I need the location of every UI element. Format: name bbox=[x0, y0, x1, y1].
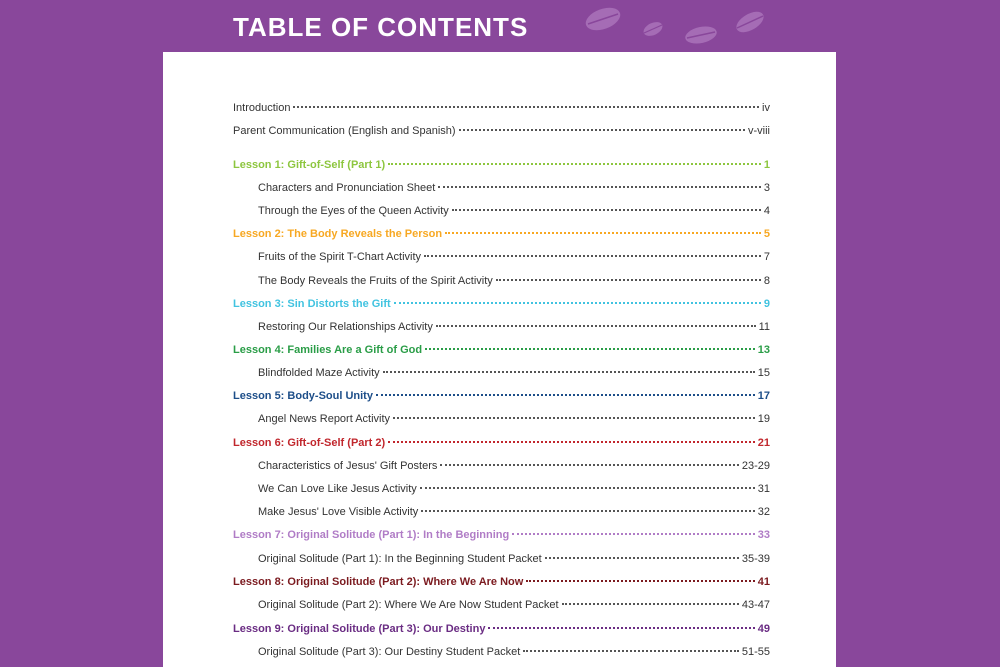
dot-leader bbox=[394, 302, 761, 304]
toc-entry-page: 23-29 bbox=[741, 460, 770, 472]
dot-leader bbox=[562, 603, 739, 605]
toc-lesson-entry bbox=[233, 344, 770, 360]
dot-leader bbox=[459, 129, 745, 131]
toc-lesson-entry bbox=[233, 298, 770, 314]
toc-entry-page: 5 bbox=[763, 228, 770, 240]
toc-entry-title: Original Solitude (Part 2): Where We Are Now Student Packet bbox=[258, 599, 559, 611]
dot-leader bbox=[388, 441, 755, 443]
toc-sub-entry bbox=[258, 553, 770, 569]
toc-entry-page: 41 bbox=[757, 576, 770, 588]
toc-entry-title: Restoring Our Relationships Activity bbox=[258, 321, 433, 333]
toc-entry-title: Characters and Pronunciation Sheet bbox=[258, 182, 436, 194]
dot-leader bbox=[440, 464, 738, 466]
toc-entry-title: Lesson 2: The Body Reveals the Person bbox=[233, 228, 443, 240]
toc-entry-title: Lesson 8: Original Solitude (Part 2): Where We Are Now bbox=[233, 576, 524, 588]
toc-sub-entry bbox=[258, 275, 770, 291]
toc-sub-entry bbox=[258, 251, 770, 267]
toc-entry-title: Lesson 3: Sin Distorts the Gift bbox=[233, 298, 391, 310]
toc-entry-title: Introduction bbox=[233, 102, 291, 114]
toc-entry-page: 21 bbox=[757, 437, 770, 449]
toc-entry-page: 35-39 bbox=[741, 553, 770, 565]
toc-entry-page: 4 bbox=[763, 205, 770, 217]
toc-entry-page: 15 bbox=[757, 367, 770, 379]
toc-entry-page: 9 bbox=[763, 298, 770, 310]
toc-entry-title: The Body Reveals the Fruits of the Spirit Activity bbox=[258, 275, 493, 287]
dot-leader bbox=[488, 627, 754, 629]
toc-entry-page: 31 bbox=[757, 483, 770, 495]
toc-entry-title: Lesson 9: Original Solitude (Part 3): Our Destiny bbox=[233, 623, 486, 635]
toc-sub-entry bbox=[258, 506, 770, 522]
toc-entry-title: Lesson 6: Gift-of-Self (Part 2) bbox=[233, 437, 386, 449]
toc-entry-title: Lesson 5: Body-Soul Unity bbox=[233, 390, 373, 402]
dot-leader bbox=[388, 163, 761, 165]
dot-leader bbox=[436, 325, 756, 327]
toc-entry-title: Lesson 7: Original Solitude (Part 1): In the Beginning bbox=[233, 529, 510, 541]
dot-leader bbox=[445, 232, 761, 234]
toc-lesson-entry bbox=[233, 437, 770, 453]
toc-entry-page: 8 bbox=[763, 275, 770, 287]
leaf-decoration-icon bbox=[733, 10, 767, 34]
toc-entry-title: Original Solitude (Part 3): Our Destiny Student Packet bbox=[258, 646, 521, 658]
toc-entry-page: 1 bbox=[763, 159, 770, 171]
dot-leader bbox=[420, 487, 755, 489]
toc-sub-entry bbox=[258, 646, 770, 662]
toc-entry-page: 51-55 bbox=[741, 646, 770, 658]
toc-lesson-entry bbox=[233, 228, 770, 244]
toc-lesson-entry bbox=[233, 390, 770, 406]
toc-entry-title: Angel News Report Activity bbox=[258, 413, 391, 425]
dot-leader bbox=[393, 417, 755, 419]
toc-sub-entry bbox=[258, 413, 770, 429]
toc-entry-page: 17 bbox=[757, 390, 770, 402]
toc-entry bbox=[233, 125, 770, 141]
toc-entry-title: Parent Communication (English and Spanish) bbox=[233, 125, 456, 137]
toc-entry bbox=[233, 102, 770, 118]
toc-sub-entry bbox=[258, 599, 770, 615]
dot-leader bbox=[523, 650, 739, 652]
toc-entry-page: 3 bbox=[763, 182, 770, 194]
dot-leader bbox=[376, 394, 755, 396]
toc-entry-title: Lesson 1: Gift-of-Self (Part 1) bbox=[233, 159, 386, 171]
toc-sub-entry bbox=[258, 182, 770, 198]
toc-lesson-entry bbox=[233, 623, 770, 639]
toc-entry-title: Through the Eyes of the Queen Activity bbox=[258, 205, 449, 217]
toc-sub-entry bbox=[258, 367, 770, 383]
dot-leader bbox=[545, 557, 739, 559]
dot-leader bbox=[425, 348, 755, 350]
toc-sub-entry bbox=[258, 321, 770, 337]
dot-leader bbox=[438, 186, 761, 188]
toc-entry-title: Make Jesus' Love Visible Activity bbox=[258, 506, 419, 518]
toc-lesson-entry bbox=[233, 159, 770, 175]
toc-entry-page: v-viii bbox=[748, 125, 770, 137]
dot-leader bbox=[421, 510, 755, 512]
toc-entry-page: 19 bbox=[757, 413, 770, 425]
toc-entry-title: Blindfolded Maze Activity bbox=[258, 367, 380, 379]
toc-entry-page: iv bbox=[762, 102, 770, 114]
toc-entry-title: Original Solitude (Part 1): In the Beginning Student Packet bbox=[258, 553, 542, 565]
toc-lesson-entry bbox=[233, 529, 770, 545]
page-title: TABLE OF CONTENTS bbox=[233, 12, 529, 42]
dot-leader bbox=[424, 255, 761, 257]
toc-entry-title: We Can Love Like Jesus Activity bbox=[258, 483, 417, 495]
dot-leader bbox=[526, 580, 754, 582]
toc-sub-entry bbox=[258, 460, 770, 476]
toc-entry-page: 11 bbox=[758, 321, 770, 333]
toc-sub-entry bbox=[258, 205, 770, 221]
dot-leader bbox=[496, 279, 761, 281]
dot-leader bbox=[512, 533, 755, 535]
document-page bbox=[163, 0, 836, 667]
toc-entry-title: Characteristics of Jesus' Gift Posters bbox=[258, 460, 438, 472]
toc-entry-page: 33 bbox=[757, 529, 770, 541]
toc-sub-entry bbox=[258, 483, 770, 499]
toc-entry-page: 7 bbox=[763, 251, 770, 263]
toc-entry-page: 49 bbox=[757, 623, 770, 635]
dot-leader bbox=[452, 209, 761, 211]
toc-entry-page: 43-47 bbox=[741, 599, 770, 611]
dot-leader bbox=[383, 371, 755, 373]
toc-entry-title: Lesson 4: Families Are a Gift of God bbox=[233, 344, 423, 356]
toc-entry-page: 32 bbox=[757, 506, 770, 518]
leaf-decoration-icon bbox=[583, 6, 623, 32]
toc-lesson-entry bbox=[233, 576, 770, 592]
leaf-decoration-icon bbox=[683, 24, 719, 46]
header-banner bbox=[163, 0, 836, 52]
dot-leader bbox=[293, 106, 759, 108]
leaf-decoration-icon bbox=[641, 20, 665, 38]
toc-entry-page: 13 bbox=[757, 344, 770, 356]
toc-entry-title: Fruits of the Spirit T-Chart Activity bbox=[258, 251, 422, 263]
